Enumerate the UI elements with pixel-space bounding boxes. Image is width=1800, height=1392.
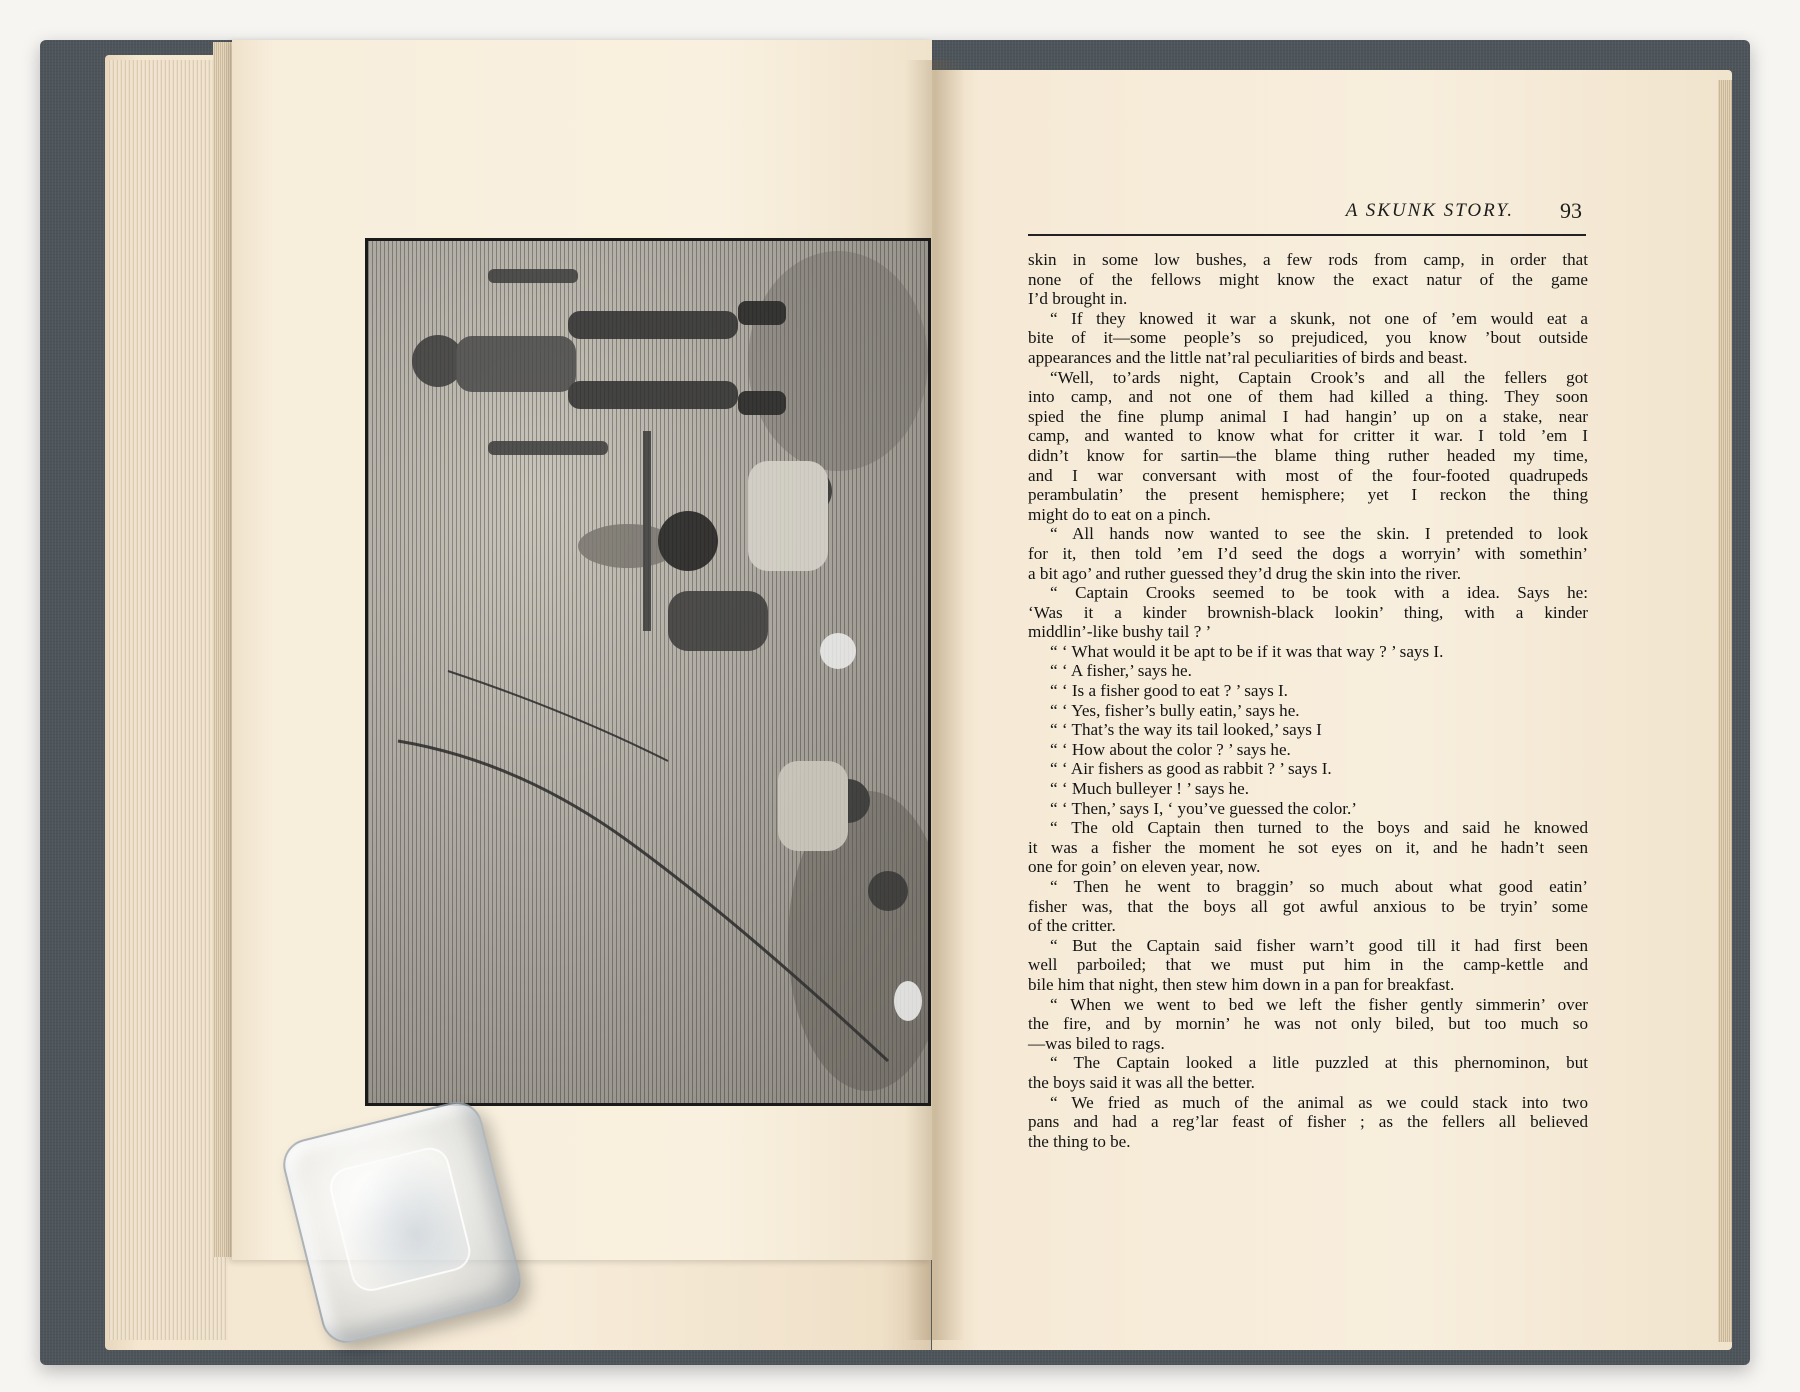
- left-page-edges: [108, 60, 228, 1340]
- text-line: “ We fried as much of the animal as we could stack into two: [1050, 1092, 1588, 1112]
- text-line: “ ‘ That’s the way its tail looked,’ says I: [1050, 720, 1322, 740]
- text-line: bite of it—some people’s so prejudiced, you know ’bout outside: [1028, 328, 1588, 348]
- text-line: one for goin’ on eleven year, now.: [1028, 857, 1261, 877]
- text-line: into camp, and not one of them had killed a thing. They soon: [1028, 387, 1588, 407]
- text-line: “ ‘ Is a fisher good to eat ? ’ says I.: [1050, 681, 1288, 701]
- illustration-drawing: [368, 241, 928, 1103]
- text-line: might do to eat on a pinch.: [1028, 504, 1211, 524]
- text-line: of the critter.: [1028, 916, 1116, 936]
- right-page-edges: [1718, 80, 1732, 1342]
- text-line: middlin’-like bushy tail ? ’: [1028, 622, 1212, 642]
- text-line: none of the fellows might know the exact natur of the game: [1028, 269, 1588, 289]
- text-line: spied the fine plump animal I had hangin’ up on a stake, near: [1028, 406, 1588, 426]
- running-head: [1028, 198, 1586, 236]
- text-line: “ ‘ Air fishers as good as rabbit ? ’ says I.: [1050, 759, 1332, 779]
- running-head-title: A SKUNK STORY.: [1345, 200, 1514, 221]
- text-line: a bit ago’ and ruther guessed they’d drug the skin into the river.: [1028, 563, 1462, 583]
- text-line: “ The Captain looked a litle puzzled at this phernominon, but: [1050, 1053, 1588, 1073]
- text-line: and I war conversant with most of the four-footed quadrupeds: [1028, 465, 1588, 485]
- text-line: it was a fisher the moment he sot eyes on it, and he hadn’t seen: [1028, 837, 1588, 857]
- page-text: [1028, 250, 1588, 1151]
- text-line: pans and had a reg’lar feast of fisher ; as the fellers all believed: [1028, 1112, 1588, 1132]
- text-line: well parboiled; that we must put him in the camp-kettle and: [1028, 955, 1588, 975]
- engraved-illustration: [365, 238, 931, 1106]
- text-line: “ Then he went to braggin’ so much about what good eatin’: [1050, 877, 1588, 896]
- text-line: “ ‘ A fisher,’ says he.: [1050, 661, 1192, 681]
- text-line: “ But the Captain said fisher warn’t good till it had first been: [1050, 935, 1588, 955]
- text-line: the fire, and by mornin’ he was not only biled, but too much so: [1028, 1014, 1588, 1034]
- text-line: ‘Was it a kinder brownish-black lookin’ thing, with a kinder: [1028, 602, 1588, 622]
- text-line: “ ‘ Yes, fisher’s bully eatin,’ says he.: [1050, 700, 1300, 720]
- text-line: “ All hands now wanted to see the skin. I pretended to look: [1050, 524, 1588, 544]
- text-line: —was biled to rags.: [1028, 1033, 1165, 1053]
- text-line: “ ‘ How about the color ? ’ says he.: [1050, 739, 1291, 759]
- text-line: “ Captain Crooks seemed to be took with a idea. Says he:: [1050, 583, 1588, 603]
- text-line: perambulatin’ the present hemisphere; yet I reckon the thing: [1028, 485, 1588, 505]
- text-line: camp, and wanted to know what for critter it war. I told ’em I: [1028, 426, 1588, 446]
- text-line: I’d brought in.: [1028, 289, 1128, 309]
- text-line: didn’t know for sartin—the blame thing ruther headed my time,: [1028, 445, 1588, 465]
- text-line: “ ‘ Then,’ says I, ‘ you’ve guessed the color.’: [1050, 798, 1357, 818]
- crystal-facet: [326, 1143, 475, 1295]
- text-line: “ ‘ Much bulleyer ! ’ says he.: [1050, 779, 1250, 799]
- text-line: fisher was, that the boys all got awful anxious to be tryin’ some: [1028, 896, 1588, 916]
- text-line: “Well, to’ards night, Captain Crook’s and all the fellers got: [1050, 367, 1588, 387]
- text-line: bile him that night, then stew him down in a pan for breakfast.: [1028, 974, 1455, 994]
- text-line: for it, then told ’em I’d seed the dogs a worryin’ with somethin’: [1028, 543, 1588, 563]
- text-line: “ When we went to bed we left the fisher gently simmerin’ over: [1050, 994, 1588, 1014]
- text-line: the boys said it was all the better.: [1028, 1072, 1255, 1092]
- text-line: “ ‘ What would it be apt to be if it was that way ? ’ says I.: [1050, 641, 1444, 661]
- text-line: skin in some low bushes, a few rods from camp, in order that: [1028, 250, 1588, 269]
- text-line: the thing to be.: [1028, 1131, 1131, 1151]
- text-line: appearances and the little nat’ral peculiarities of birds and beast.: [1028, 347, 1468, 367]
- text-line: “ The old Captain then turned to the boys and said he knowed: [1050, 818, 1588, 838]
- page-number: 93: [1560, 198, 1582, 223]
- text-line: “ If they knowed it war a skunk, not one of ’em would eat a: [1050, 308, 1588, 328]
